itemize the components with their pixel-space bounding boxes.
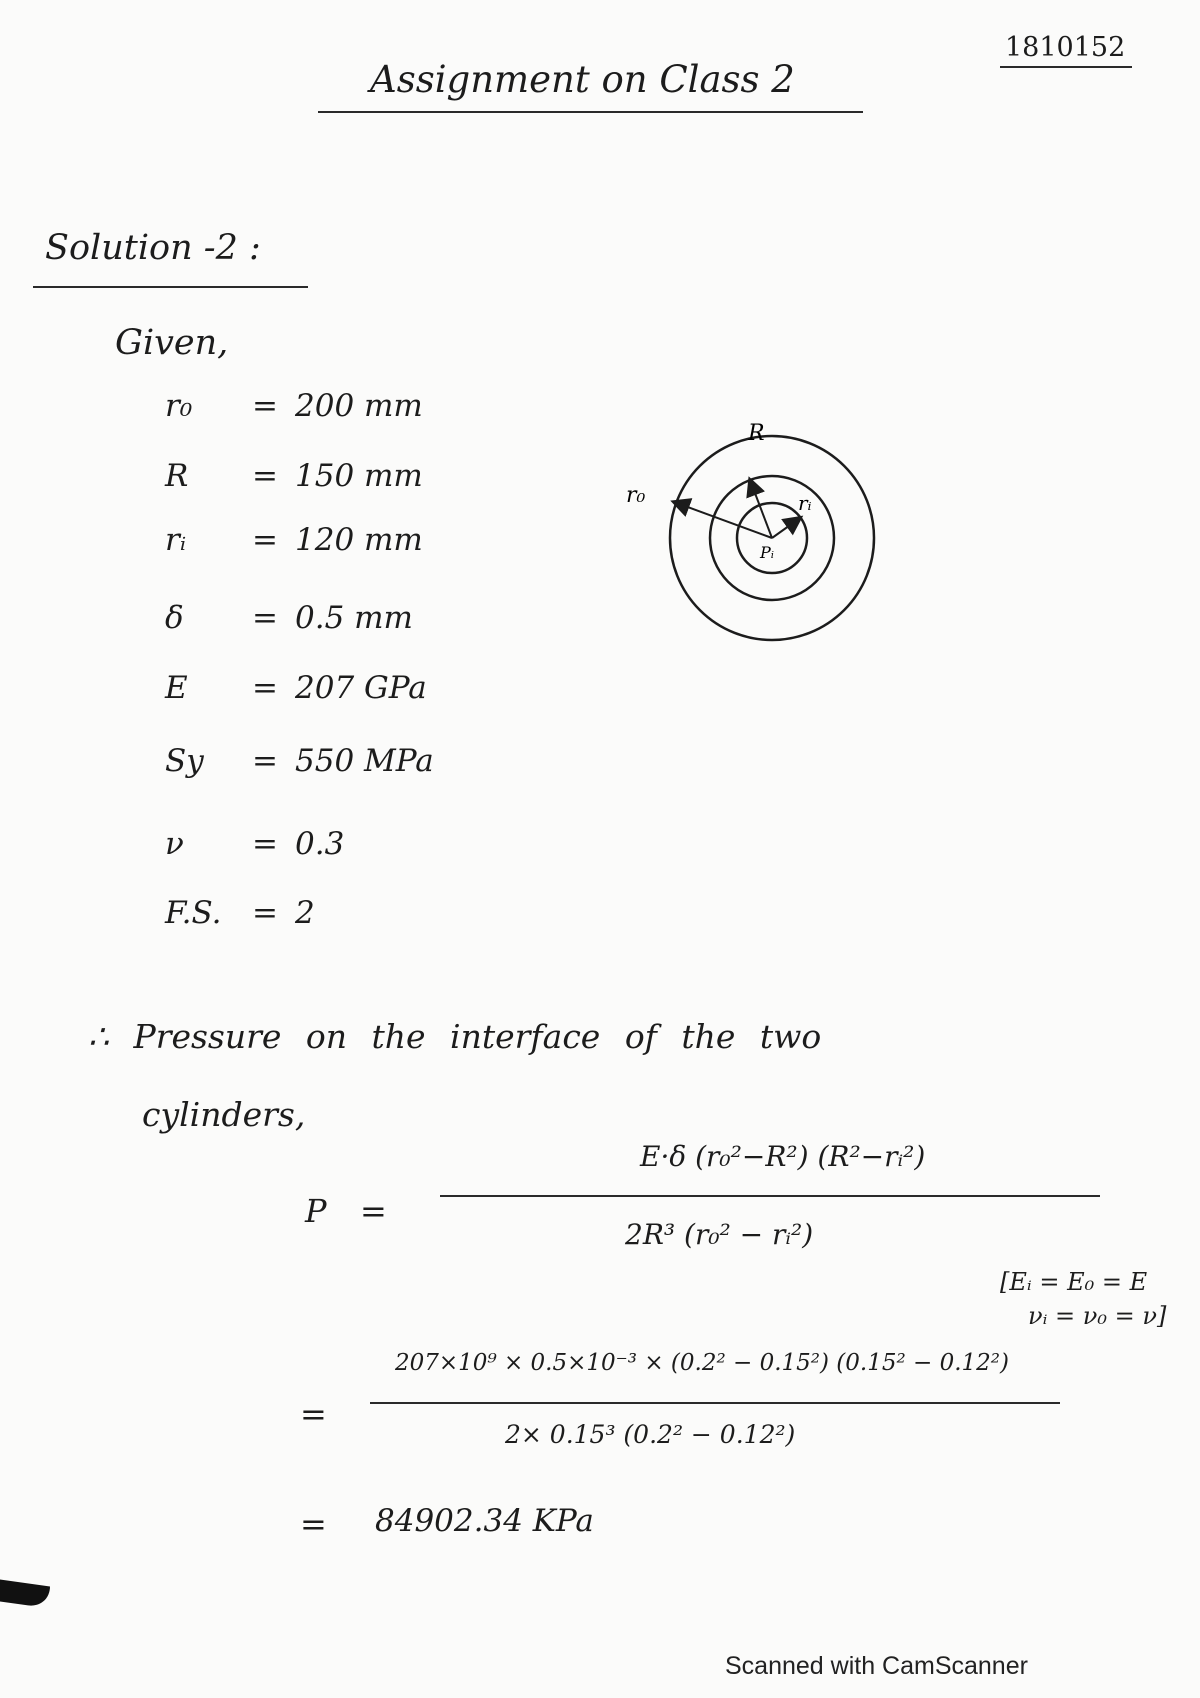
given-equals: = (252, 895, 278, 931)
given-symbol: F.S. (165, 895, 222, 931)
given-equals: = (252, 826, 278, 862)
interface-radius-label: R (748, 421, 765, 446)
given-value: 0.3 (295, 826, 345, 862)
solution-heading: Solution -2 : (45, 228, 261, 268)
given-row-R (165, 458, 423, 494)
given-value: 200 mm (295, 388, 423, 424)
given-symbol: δ (165, 600, 184, 636)
given-value: 120 mm (295, 522, 423, 558)
given-row-delta (165, 600, 413, 636)
given-equals: = (252, 600, 278, 636)
page-title: Assignment on Class 2 (370, 58, 795, 101)
given-equals: = (252, 458, 278, 494)
inner-radius-arrow (772, 518, 800, 538)
given-value: 0.5 mm (295, 600, 413, 636)
statement-line-1: ∴ Pressure on the interface of the two (88, 1017, 822, 1056)
given-equals: = (252, 670, 278, 706)
assumption-line-2: νᵢ = ν₀ = ν] (1028, 1302, 1167, 1330)
substitution-equals: = (300, 1395, 327, 1433)
solution-heading-underline (33, 286, 308, 288)
given-equals: = (252, 388, 278, 424)
given-symbol: E (165, 670, 188, 706)
given-value: 207 GPa (295, 670, 427, 706)
cylinder-diagram (620, 420, 920, 680)
inner-radius-label: rᵢ (798, 491, 812, 515)
scan-edge-mark (0, 1579, 50, 1608)
result-value: 84902.34 KPa (375, 1503, 594, 1539)
given-value: 550 MPa (295, 743, 434, 779)
substitution-fraction-line (370, 1402, 1060, 1404)
given-equals: = (252, 743, 278, 779)
roll-number-underline (1000, 66, 1132, 68)
given-row-nu (165, 826, 344, 862)
camscanner-watermark: Scanned with CamScanner (725, 1652, 1028, 1680)
given-value: 2 (295, 895, 315, 931)
given-equals: = (252, 522, 278, 558)
formula-denominator: 2R³ (r₀² − rᵢ²) (625, 1218, 814, 1251)
substitution-denominator: 2× 0.15³ (0.2² − 0.12²) (505, 1420, 796, 1449)
given-symbol: ν (165, 826, 184, 862)
formula-fraction-line (440, 1195, 1100, 1197)
roll-number: 1810152 (1005, 32, 1126, 63)
outer-radius-label: r₀ (626, 483, 646, 508)
given-row-sy (165, 743, 434, 779)
formula-numerator: E·δ (r₀²−R²) (R²−rᵢ²) (640, 1140, 926, 1173)
result-equals: = (300, 1505, 327, 1543)
given-row-fs (165, 895, 315, 931)
given-symbol: R (165, 458, 189, 494)
substitution-numerator: 207×10⁹ × 0.5×10⁻³ × (0.2² − 0.15²) (0.15² − 0.12²) (395, 1350, 1010, 1376)
given-value: 150 mm (295, 458, 423, 494)
given-label: Given, (115, 323, 229, 363)
statement-line-2: cylinders, (142, 1095, 306, 1134)
given-symbol: Sy (165, 743, 204, 779)
title-underline (318, 111, 863, 113)
given-row-E (165, 670, 427, 706)
formula-lhs: P (305, 1192, 327, 1230)
given-symbol: rᵢ (165, 522, 187, 558)
given-row-ro (165, 388, 423, 424)
given-symbol: r₀ (165, 388, 193, 424)
formula-equals: = (360, 1192, 387, 1230)
inner-pressure-label: Pᵢ (760, 543, 774, 562)
assumption-line-1: [Eᵢ = E₀ = E (1000, 1268, 1148, 1296)
given-row-ri (165, 522, 423, 558)
